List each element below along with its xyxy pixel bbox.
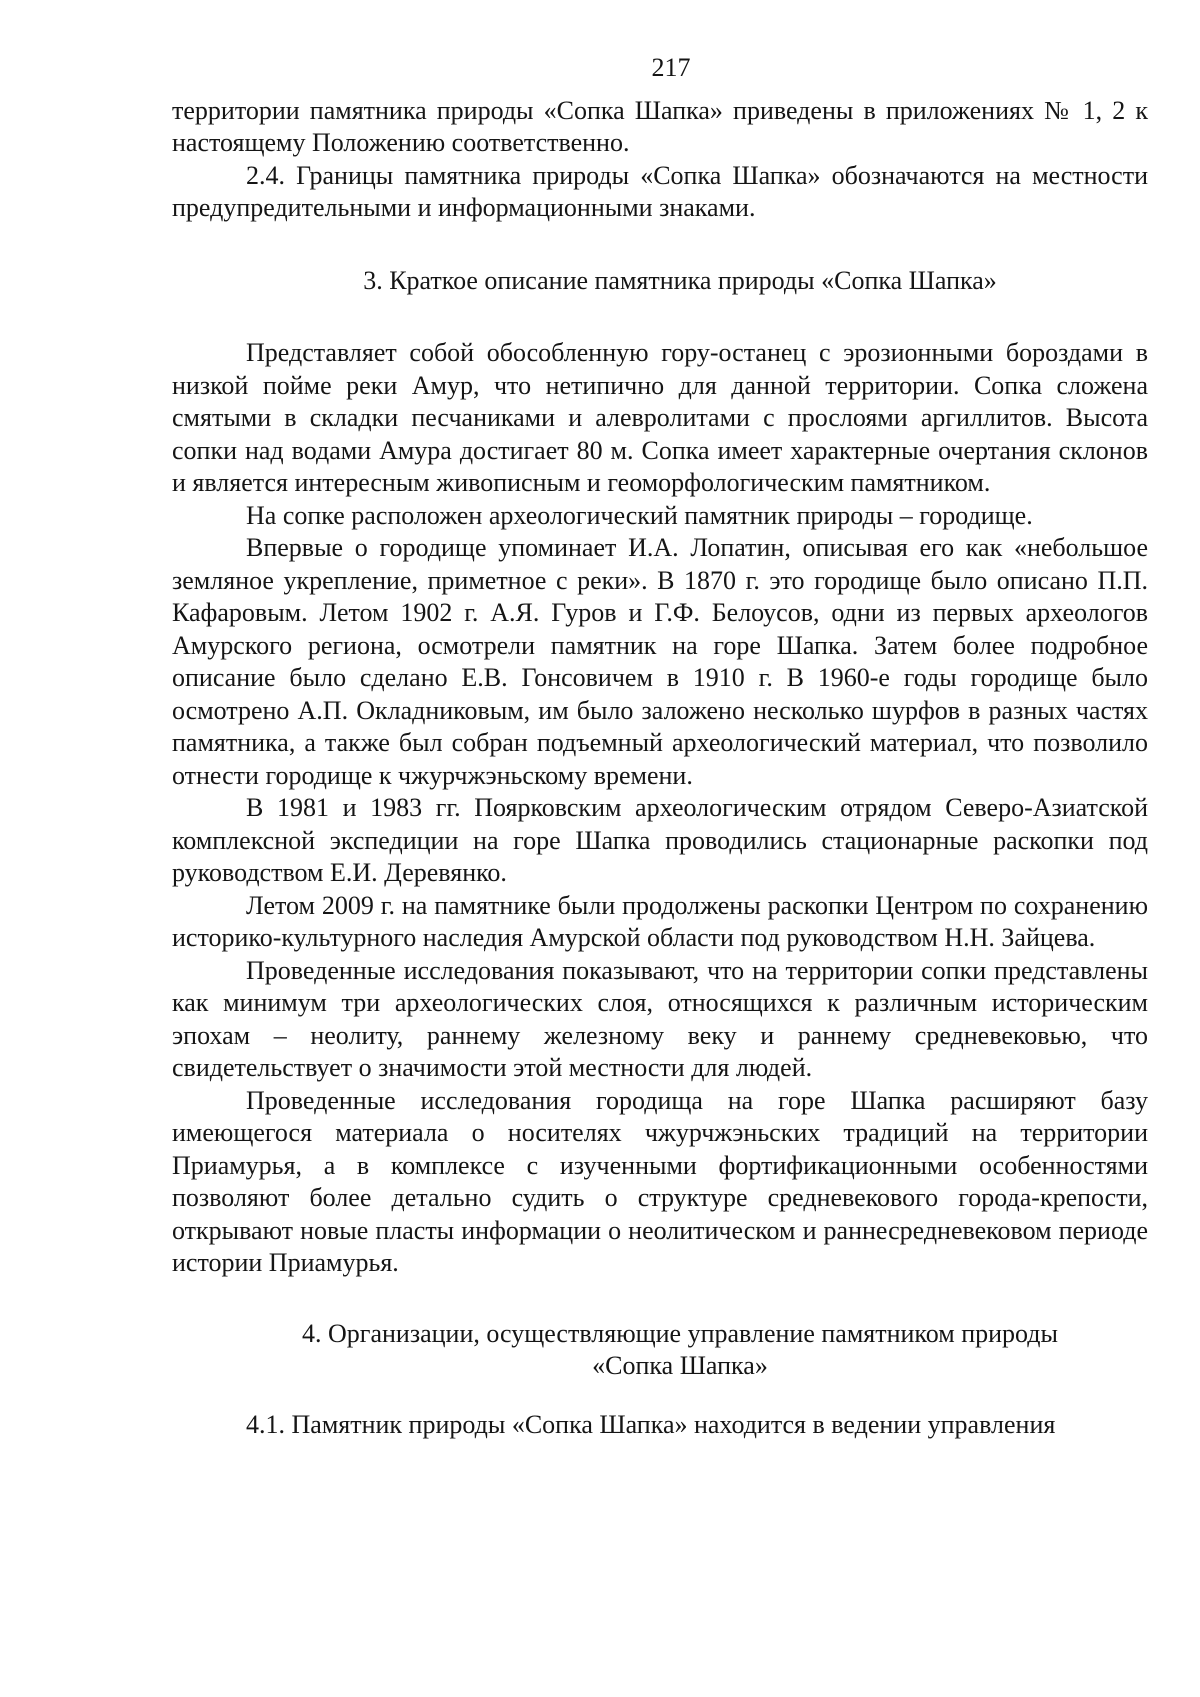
- section-3-heading: 3. Краткое описание памятника природы «Сопка Шапка»: [363, 265, 997, 295]
- page-number: 217: [651, 53, 691, 82]
- section-4-heading-line-2: «Сопка Шапка»: [592, 1351, 768, 1380]
- paragraph-intro-1: территории памятника природы «Сопка Шапка» приведены в приложениях № 1, 2 к настоящему Положению соответственно.: [172, 95, 1148, 157]
- section-3-paragraph-3: Впервые о городище упоминает И.А. Лопатин, описывая его как «небольшое земляное укрепление, приметное с реки». В 1870 г. это городище было описано П.П. Кафаровым. Летом 1902 г. А.Я. Гуров и Г.Ф. Белоусов, одни из первых археологов Амурского региона, осмотрели памятник на горе Шапка. Затем более подробное описание было сделано Е.В. Гонсовичем в 1910 г. В 1960-е годы городище было осмотрено А.П. Окладниковым, им было заложено несколько шурфов в разных частях памятника, а также был собран подъемный археологический материал, что позволило отнести городище к чжурчжэньскому времени.: [172, 533, 1148, 790]
- section-3-paragraph-6: Проведенные исследования показывают, что на территории сопки представлены как минимум три археологических слоя, относящихся к различным историческим эпохам – неолиту, раннему железному веку и раннему средневековью, что свидетельствует о значимости этой местности для людей.: [172, 955, 1148, 1082]
- section-4-paragraph-1: 4.1. Памятник природы «Сопка Шапка» находится в ведении управления: [246, 1409, 1056, 1439]
- section-3-paragraph-5: Летом 2009 г. на памятнике были продолжены раскопки Центром по сохранению историко-культурного наследия Амурской области под руководством Н.Н. Зайцева.: [172, 890, 1148, 952]
- paragraph-intro-2: 2.4. Границы памятника природы «Сопка Шапка» обозначаются на местности предупредительными и информационными знаками.: [172, 160, 1148, 222]
- section-3-paragraph-2: На сопке расположен археологический памятник природы – городище.: [246, 500, 1033, 530]
- section-4-heading: [172, 1318, 1148, 1383]
- section-4-heading-line-1: 4. Организации, осуществляющие управление памятником природы: [302, 1318, 1058, 1348]
- section-3-paragraph-7: Проведенные исследования городища на горе Шапка расширяют базу имеющегося материала о носителях чжурчжэньских традиций на территории Приамурья, а в комплексе с изученными фортификационными особенностями позволяют более детально судить о структуре средневекового города-крепости, открывают новые пласты информации о неолитическом и раннесредневековом периоде истории Приамурья.: [172, 1085, 1148, 1277]
- section-3-paragraph-1: Представляет собой обособленную гору-останец с эрозионными бороздами в низкой пойме реки Амур, что нетипично для данной территории. Сопка сложена смятыми в складки песчаниками и алевролитами с прослоями аргиллитов. Высота сопки над водами Амура достигает 80 м. Сопка имеет характерные очертания склонов и является интересным живописным и геоморфологическим памятником.: [172, 338, 1148, 497]
- section-3-paragraph-4: В 1981 и 1983 гг. Поярковским археологическим отрядом Северо-Азиатской комплексной экспедиции на горе Шапка проводились стационарные раскопки под руководством Е.И. Деревянко.: [172, 793, 1148, 887]
